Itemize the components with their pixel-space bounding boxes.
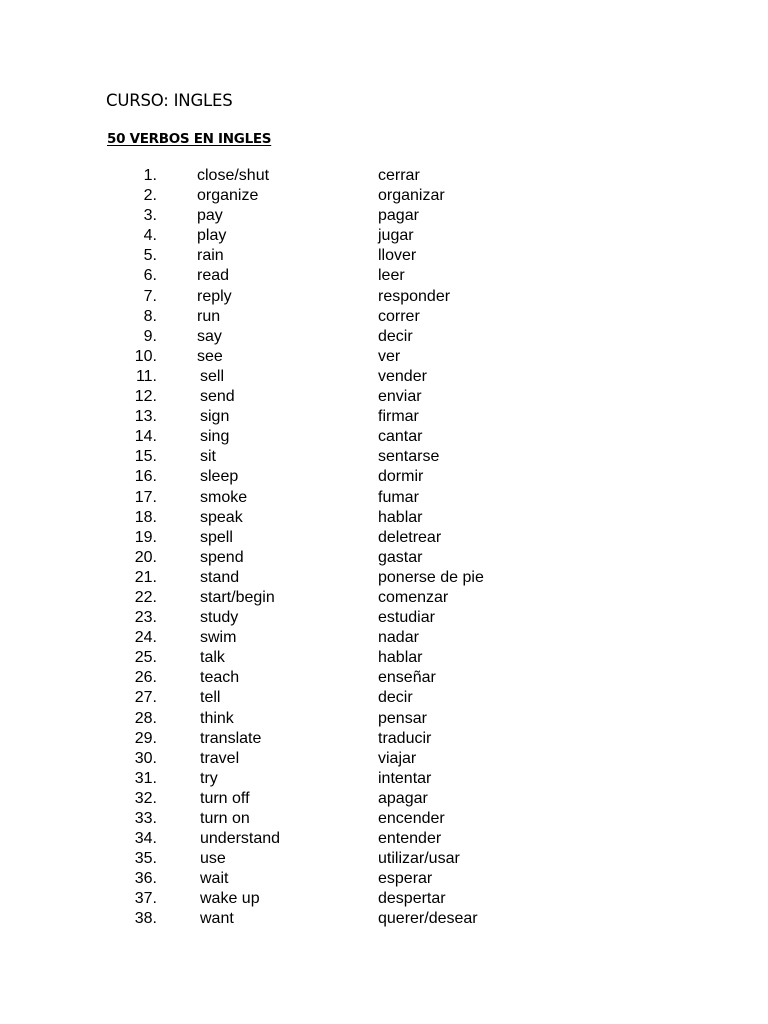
- verb-spanish: vender: [378, 367, 427, 385]
- verb-number: 22.: [134, 588, 157, 606]
- verb-number: 12.: [134, 388, 157, 406]
- verb-number: 23.: [134, 609, 157, 627]
- verb-spanish: correr: [378, 307, 420, 325]
- verb-english: spell: [200, 528, 233, 546]
- verb-number: 34.: [134, 830, 157, 848]
- verb-english: tell: [200, 689, 221, 707]
- verb-spanish: llover: [378, 247, 417, 265]
- verb-spanish: enseñar: [378, 669, 436, 687]
- verb-number: 27.: [134, 689, 157, 707]
- verb-english: sell: [200, 367, 225, 385]
- verb-row: [0, 608, 768, 628]
- verb-english: see: [197, 347, 223, 365]
- verb-number: 9.: [143, 327, 157, 345]
- verb-spanish: dormir: [378, 468, 424, 486]
- verb-number: 7.: [143, 287, 157, 305]
- verb-spanish: deletrear: [378, 528, 442, 546]
- verb-english: turn off: [200, 789, 250, 807]
- verb-number: 14.: [134, 428, 157, 446]
- verb-number: 31.: [134, 769, 157, 787]
- verb-number: 32.: [134, 789, 157, 807]
- verb-row: [0, 909, 768, 929]
- verb-english: start/begin: [200, 588, 275, 606]
- verb-number: 21.: [134, 568, 157, 586]
- verb-row: [0, 628, 768, 648]
- verb-english: reply: [197, 287, 232, 305]
- verb-number: 15.: [134, 448, 157, 466]
- verb-number: 2.: [143, 187, 157, 205]
- verb-row: [0, 588, 768, 608]
- verb-row: [0, 367, 768, 387]
- verb-number: 28.: [134, 709, 157, 727]
- verb-english: sing: [200, 428, 230, 446]
- verb-number: 38.: [134, 910, 157, 928]
- verb-number: 8.: [143, 307, 157, 325]
- verb-english: want: [200, 910, 234, 928]
- verb-spanish: hablar: [378, 508, 423, 526]
- verb-english: speak: [200, 508, 243, 526]
- verb-row: [0, 769, 768, 789]
- verb-row: [0, 488, 768, 508]
- verb-spanish: despertar: [378, 890, 446, 908]
- verb-row: [0, 427, 768, 447]
- verb-row: [0, 206, 768, 226]
- verb-spanish: jugar: [378, 227, 414, 245]
- verb-spanish: ponerse de pie: [378, 568, 484, 586]
- verb-row: [0, 407, 768, 427]
- verb-number: 19.: [134, 528, 157, 546]
- verb-number: 24.: [134, 629, 157, 647]
- verb-number: 33.: [134, 810, 157, 827]
- verb-number: 11.: [135, 367, 157, 385]
- verb-spanish: pensar: [378, 709, 427, 727]
- verb-number: 17.: [134, 488, 157, 506]
- verb-spanish: utilizar/usar: [378, 850, 460, 868]
- verb-english: close/shut: [197, 167, 270, 184]
- verb-row: [0, 568, 768, 588]
- verb-spanish: querer/desear: [378, 910, 478, 928]
- verb-row: [0, 186, 768, 206]
- verb-row: [0, 166, 768, 186]
- verb-number: 25.: [134, 649, 157, 667]
- verb-row: [0, 648, 768, 668]
- verb-english: play: [197, 227, 227, 245]
- verb-spanish: intentar: [378, 769, 432, 787]
- verb-row: [0, 548, 768, 568]
- verb-row: [0, 287, 768, 307]
- verb-spanish: decir: [378, 327, 413, 345]
- verb-english: organize: [197, 187, 259, 205]
- verb-row: [0, 387, 768, 407]
- verb-english: study: [200, 609, 239, 627]
- verb-english: spend: [200, 548, 244, 566]
- verb-spanish: firmar: [378, 408, 419, 426]
- verb-english: sign: [200, 408, 230, 426]
- verb-english: translate: [200, 729, 262, 747]
- verb-number: 10.: [134, 347, 157, 365]
- verb-number: 20.: [134, 548, 157, 566]
- verb-row: [0, 447, 768, 467]
- verb-spanish: encender: [378, 810, 445, 827]
- verb-spanish: apagar: [378, 789, 428, 807]
- verb-row: [0, 869, 768, 889]
- verb-english: think: [200, 709, 234, 727]
- verb-english: stand: [200, 568, 240, 586]
- verb-english: swim: [200, 629, 237, 647]
- verb-spanish: cantar: [378, 428, 423, 446]
- verb-english: understand: [200, 830, 281, 848]
- verb-number: 29.: [134, 729, 157, 747]
- verb-list: [0, 166, 768, 930]
- verb-spanish: fumar: [378, 488, 419, 506]
- verb-number: 30.: [134, 749, 157, 767]
- verb-english: smoke: [200, 488, 248, 506]
- verb-english: send: [200, 388, 235, 406]
- verb-english: say: [197, 327, 222, 345]
- verb-spanish: enviar: [378, 388, 422, 406]
- verb-english: talk: [200, 649, 225, 667]
- verb-number: 3.: [143, 207, 157, 225]
- verb-spanish: responder: [378, 287, 451, 305]
- verb-row: [0, 749, 768, 769]
- verb-english: wait: [200, 870, 229, 888]
- verb-spanish: ver: [378, 347, 401, 365]
- verb-spanish: gastar: [378, 548, 423, 566]
- verb-spanish: cerrar: [378, 167, 420, 184]
- verb-row: [0, 829, 768, 849]
- verb-spanish: decir: [378, 689, 413, 707]
- verb-spanish: esperar: [378, 870, 433, 888]
- verb-row: [0, 226, 768, 246]
- verb-spanish: pagar: [378, 207, 419, 225]
- verb-spanish: nadar: [378, 629, 419, 647]
- verb-english: run: [197, 307, 221, 325]
- verb-row: [0, 688, 768, 708]
- verb-english: rain: [197, 247, 224, 265]
- verb-row: [0, 347, 768, 367]
- verb-row: [0, 809, 768, 829]
- verb-english: read: [197, 267, 230, 285]
- verb-row: [0, 528, 768, 548]
- verb-english: travel: [200, 749, 240, 767]
- verb-row: [0, 508, 768, 528]
- verb-number: 5.: [143, 247, 157, 265]
- verb-row: [0, 246, 768, 266]
- course-title: CURSO: INGLES: [106, 91, 233, 110]
- verb-english: sleep: [200, 468, 239, 486]
- verb-row: [0, 729, 768, 749]
- verb-english: pay: [197, 207, 223, 225]
- verb-number: 35.: [134, 850, 157, 868]
- verb-spanish: entender: [378, 830, 442, 848]
- verb-english: use: [200, 850, 226, 868]
- verb-spanish: leer: [378, 267, 405, 285]
- verb-number: 4.: [143, 227, 157, 245]
- verb-number: 13.: [134, 408, 157, 426]
- verb-english: teach: [200, 669, 240, 687]
- verb-row: [0, 789, 768, 809]
- verb-spanish: estudiar: [378, 609, 435, 627]
- verb-number: 6.: [143, 267, 157, 285]
- verb-spanish: sentarse: [378, 448, 440, 466]
- verb-english: turn on: [200, 810, 250, 827]
- verb-row: [0, 668, 768, 688]
- verb-row: [0, 849, 768, 869]
- verb-spanish: hablar: [378, 649, 423, 667]
- verb-english: try: [200, 769, 218, 787]
- verb-spanish: comenzar: [378, 588, 449, 606]
- verb-row: [0, 709, 768, 729]
- verb-number: 16.: [134, 468, 157, 486]
- verb-number: 37.: [134, 890, 157, 908]
- verb-number: 1.: [143, 167, 157, 184]
- verb-row: [0, 467, 768, 487]
- list-heading: 50 VERBOS EN INGLES: [107, 131, 272, 147]
- verb-row: [0, 266, 768, 286]
- verb-number: 36.: [134, 870, 157, 888]
- verb-spanish: organizar: [378, 187, 445, 205]
- verb-number: 26.: [134, 669, 157, 687]
- verb-spanish: traducir: [378, 729, 432, 747]
- verb-row: [0, 889, 768, 909]
- verb-row: [0, 307, 768, 327]
- verb-spanish: viajar: [378, 749, 417, 767]
- verb-number: 18.: [134, 508, 157, 526]
- verb-english: sit: [200, 448, 216, 466]
- verb-row: [0, 327, 768, 347]
- verb-english: wake up: [200, 890, 260, 908]
